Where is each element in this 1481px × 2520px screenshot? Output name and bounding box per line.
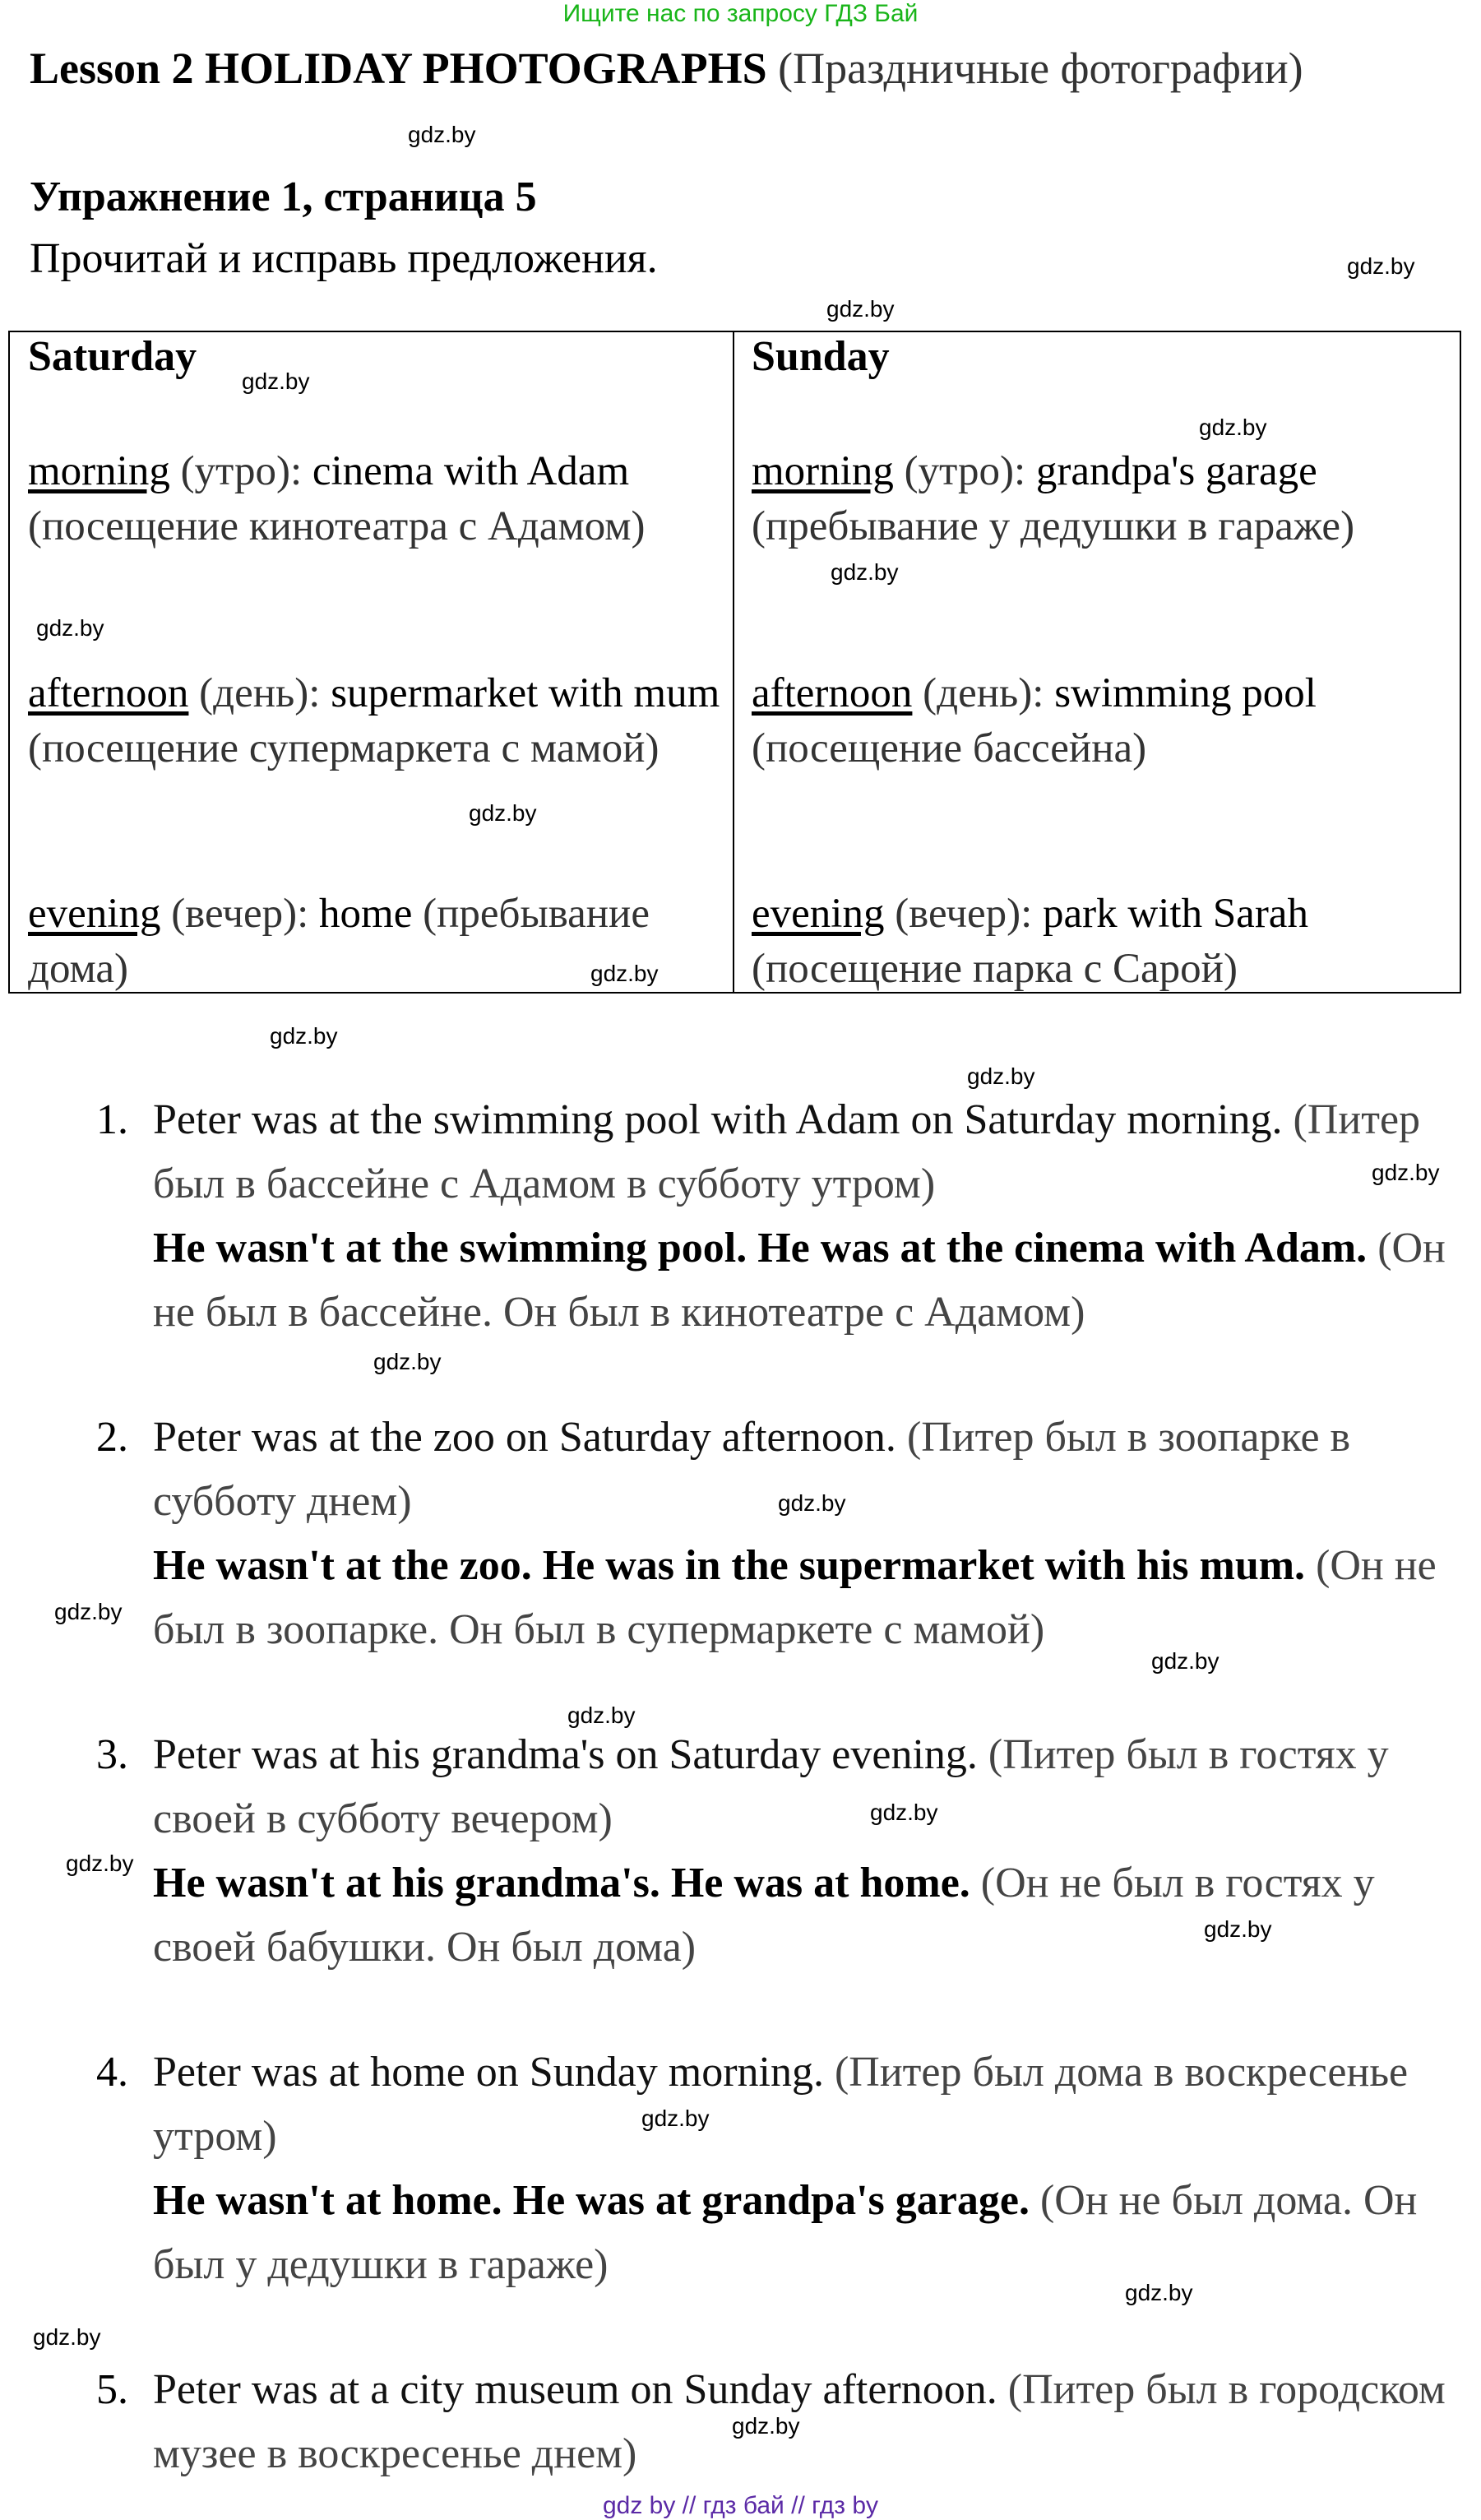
question-ru: (Питер был в зоопарке в субботу днем)	[153, 1414, 1351, 1525]
watermark-text: gdz.by	[242, 368, 310, 394]
answer-text: He wasn't at his grandma's. He was at home.	[153, 1860, 981, 1906]
watermark-text: gdz.by	[66, 1851, 134, 1876]
question-text: Peter was at home on Sunday morning.	[153, 2049, 835, 2096]
item-question	[153, 2041, 1469, 2169]
watermark-text: gdz.by	[870, 1800, 938, 1825]
saturday-morning	[28, 444, 727, 554]
saturday-evening-text: home	[308, 891, 423, 937]
watermark-text: gdz.by	[831, 559, 899, 585]
saturday-morning-label: morning	[28, 448, 170, 494]
saturday-morning-text: cinema with Adam	[302, 448, 630, 494]
watermark-text: gdz.by	[33, 2324, 101, 2350]
sunday-evening	[752, 887, 1459, 997]
item-answer	[153, 1216, 1469, 1345]
watermark-text: gdz.by	[469, 800, 537, 826]
saturday-afternoon	[28, 666, 727, 776]
watermark-text: gdz.by	[1199, 415, 1267, 440]
question-text: Peter was at the swimming pool with Adam on Saturday morning.	[153, 1096, 1294, 1143]
sunday-evening-text: park with Sarah	[1032, 891, 1308, 937]
top-banner[interactable]: Ищите нас по запросу ГДЗ Бай	[562, 0, 919, 27]
lesson-title-ru: (Праздничные фотографии)	[778, 44, 1303, 93]
sunday-afternoon-text: swimming pool	[1044, 670, 1317, 716]
sunday-afternoon-label: afternoon	[752, 670, 913, 716]
watermark-text: gdz.by	[778, 1490, 846, 1516]
watermark-text: gdz.by	[1204, 1916, 1272, 1942]
watermark-text: gdz.by	[1151, 1648, 1220, 1674]
answer-ru: (Он не был в зоопарке. Он был в супермаркете с мамой)	[153, 1542, 1437, 1653]
sunday-morning-ru-label: (утро):	[904, 448, 1026, 494]
item-question	[153, 1723, 1469, 1851]
sunday-morning-text: grandpa's garage	[1025, 448, 1317, 494]
lesson-title-en: Lesson 2 HOLIDAY PHOTOGRAPHS	[30, 44, 767, 93]
watermark-text: gdz.by	[373, 1349, 442, 1374]
saturday-morning-ru: (посещение кинотеатра с Адамом)	[28, 503, 646, 549]
saturday-afternoon-text: supermarket with mum	[320, 670, 720, 716]
answer-text: He wasn't at the swimming pool. He was at the cinema with Adam.	[153, 1225, 1378, 1272]
watermark-text: gdz.by	[967, 1063, 1035, 1089]
question-ru: (Питер был в городском музее в воскресенье днем)	[153, 2366, 1446, 2477]
question-text: Peter was at a city museum on Sunday afternoon.	[153, 2366, 1008, 2413]
sunday-header: Sunday	[752, 333, 890, 380]
saturday-header: Saturday	[28, 333, 197, 380]
item-number: 4.	[96, 2049, 128, 2096]
item-question	[153, 2358, 1469, 2486]
watermark-text: gdz.by	[36, 615, 104, 641]
answer-text: He wasn't at home. He was at grandpa's garage.	[153, 2177, 1040, 2224]
exercise-title: Упражнение 1, страница 5	[30, 174, 537, 220]
sunday-evening-ru-label: (вечер):	[895, 891, 1033, 937]
saturday-afternoon-label: afternoon	[28, 670, 189, 716]
answer-ru: (Он не был в бассейне. Он был в кинотеатре с Адамом)	[153, 1225, 1446, 1336]
sunday-morning-ru: (пребывание у дедушки в гараже)	[752, 503, 1355, 549]
item-number: 5.	[96, 2366, 128, 2413]
question-ru: (Питер был в бассейне с Адамом в субботу утром)	[153, 1096, 1421, 1207]
item-answer	[153, 1534, 1469, 1662]
saturday-evening-ru: (пребывание дома)	[28, 891, 650, 992]
saturday-morning-ru-label: (утро):	[180, 448, 303, 494]
question-text: Peter was at his grandma's on Saturday evening.	[153, 1731, 988, 1778]
question-ru: (Питер был в гостях у своей в субботу вечером)	[153, 1731, 1389, 1842]
bottom-banner[interactable]: gdz by // гдз бай // гдз by	[602, 2492, 879, 2519]
sunday-evening-label: evening	[752, 891, 885, 937]
answer-text: He wasn't at the zoo. He was in the supermarket with his mum.	[153, 1542, 1317, 1589]
sunday-afternoon-ru: (посещение бассейна)	[752, 725, 1147, 771]
item-number: 1.	[96, 1096, 128, 1143]
exercise-task: Прочитай и исправь предложения.	[30, 235, 658, 282]
question-text: Peter was at the zoo on Saturday afternoon.	[153, 1414, 907, 1461]
watermark-text: gdz.by	[590, 961, 659, 986]
item-question	[153, 1088, 1469, 1216]
item-answer	[153, 2169, 1469, 2297]
saturday-afternoon-ru-label: (день):	[199, 670, 321, 716]
sunday-morning-label: morning	[752, 448, 894, 494]
item-number: 2.	[96, 1414, 128, 1461]
watermark-text: gdz.by	[54, 1599, 123, 1624]
watermark-text: gdz.by	[826, 296, 895, 322]
watermark-text: gdz.by	[1372, 1160, 1440, 1185]
watermark-text: gdz.by	[408, 122, 476, 147]
watermark-text: gdz.by	[567, 1702, 636, 1728]
item-number: 3.	[96, 1731, 128, 1778]
question-ru: (Питер был дома в воскресенье утром)	[153, 2049, 1409, 2160]
sunday-morning	[752, 444, 1459, 554]
saturday-evening-label: evening	[28, 891, 161, 937]
lesson-title	[30, 43, 1303, 94]
item-answer	[153, 1851, 1469, 1980]
saturday-afternoon-ru: (посещение супермаркета с мамой)	[28, 725, 660, 771]
watermark-text: gdz.by	[1125, 2280, 1193, 2305]
saturday-evening-ru-label: (вечер):	[171, 891, 309, 937]
sunday-afternoon-ru-label: (день):	[923, 670, 1044, 716]
sunday-evening-ru: (посещение парка с Сарой)	[752, 946, 1238, 992]
table-divider	[733, 332, 734, 992]
answer-ru: (Он не был дома. Он был у дедушки в гараже)	[153, 2177, 1418, 2288]
watermark-text: gdz.by	[270, 1023, 338, 1049]
watermark-text: gdz.by	[641, 2105, 710, 2131]
answer-ru: (Он не был в гостях у своей бабушки. Он был дома)	[153, 1860, 1375, 1971]
watermark-text: gdz.by	[732, 2413, 800, 2439]
watermark-text: gdz.by	[1347, 253, 1415, 279]
sunday-afternoon	[752, 666, 1459, 776]
